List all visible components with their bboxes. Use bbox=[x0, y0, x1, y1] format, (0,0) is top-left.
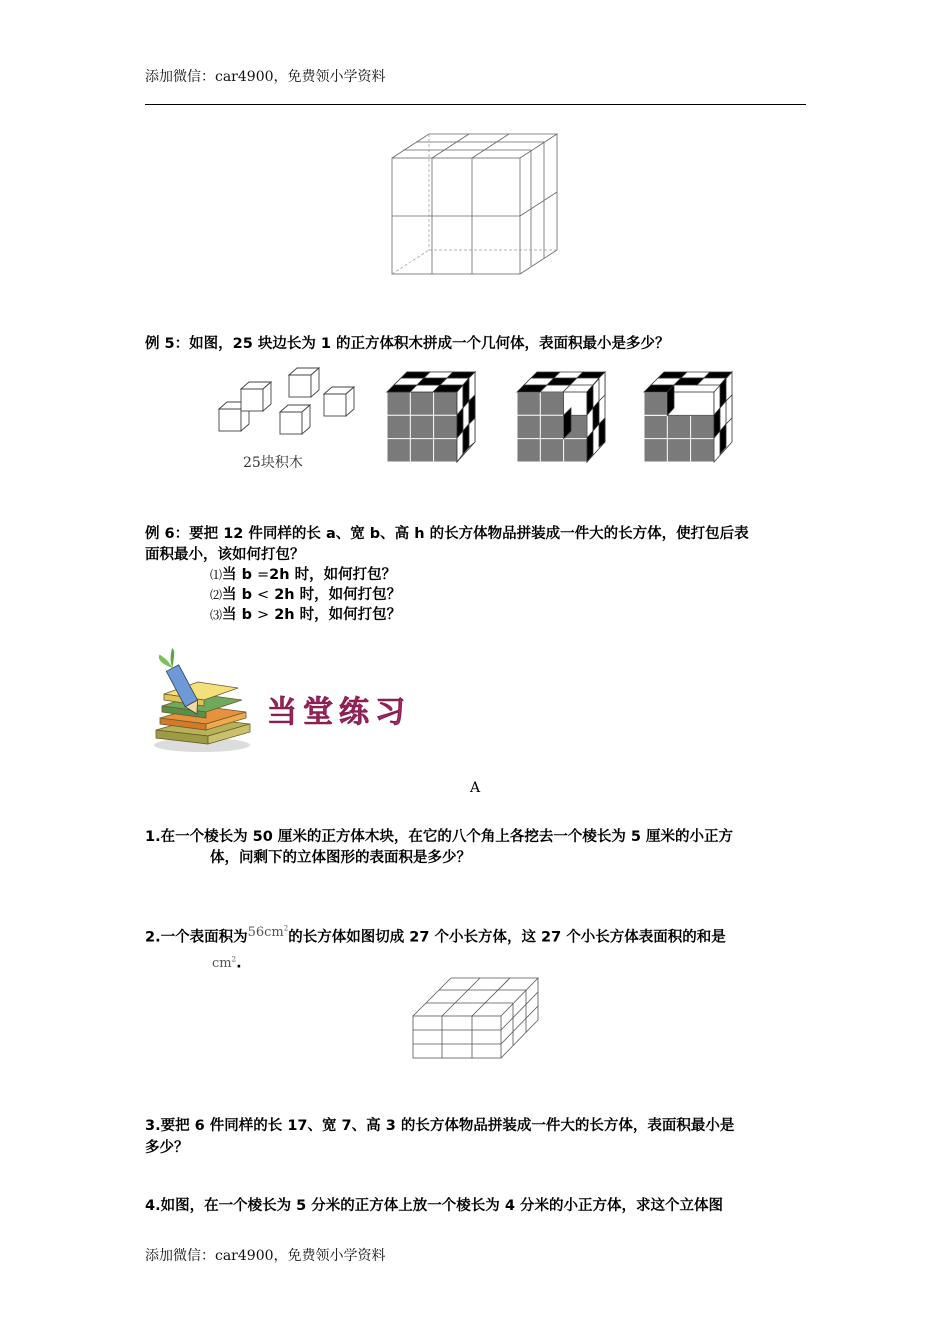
q2-unit-text: cm bbox=[212, 956, 232, 972]
example-5-label: 例 5： bbox=[145, 336, 190, 352]
wireframe-cube-figure bbox=[385, 130, 565, 280]
question-4-line-1: 4.如图，在一个棱长为 5 分米的正方体上放一个棱长为 4 分米的小正方体，求这个立体图 bbox=[145, 1198, 723, 1214]
gray-cube-figure-1 bbox=[385, 370, 475, 465]
q2-unit bbox=[212, 956, 236, 971]
example-6-line-1 bbox=[145, 524, 749, 545]
example-6-line-2: 面积最小，该如何打包？ bbox=[145, 547, 305, 563]
q2-pre-text: 2.一个表面积为 bbox=[145, 929, 248, 946]
case-post: 2h 时，如何打包？ bbox=[269, 607, 402, 623]
practice-banner-title bbox=[265, 688, 410, 732]
case-post: 2h 时，如何打包？ bbox=[269, 567, 397, 583]
blocks-caption: 25块积木 bbox=[243, 455, 303, 471]
case-post: 2h 时，如何打包？ bbox=[269, 587, 402, 603]
example-6-case-3 bbox=[210, 605, 401, 627]
case-pre: 当 b bbox=[222, 607, 257, 623]
example-6-label: 例 6： bbox=[145, 526, 190, 542]
q2-post-text: 的长方体如图切成 27 个小长方体，这 27 个小长方体表面积的和是 bbox=[288, 929, 726, 946]
case-operator: = bbox=[257, 567, 270, 583]
example-6-case-1 bbox=[210, 565, 396, 587]
q2-area-value bbox=[248, 925, 289, 940]
example-6-text-1: 要把 12 件同样的长 a、宽 b、高 h 的长方体物品拼装成一件大的长方体，使打包后表 bbox=[189, 526, 749, 542]
question-1-line-2: 体，问剩下的立体图形的表面积是多少？ bbox=[210, 850, 471, 866]
question-3-line-2: 多少？ bbox=[145, 1140, 189, 1156]
q2-unit-exp: 2 bbox=[231, 956, 237, 964]
case-pre: 当 b bbox=[222, 567, 257, 583]
case-number: ⑵ bbox=[210, 588, 223, 602]
example-5-text: 如图，25 块边长为 1 的正方体积木拼成一个几何体，表面积最小是多少？ bbox=[189, 336, 670, 352]
case-operator: > bbox=[257, 607, 270, 623]
case-pre: 当 b bbox=[222, 587, 257, 603]
books-pencil-icon bbox=[150, 650, 255, 755]
example-6-case-2 bbox=[210, 585, 401, 607]
case-number: ⑴ bbox=[210, 568, 223, 582]
q2-end: . bbox=[236, 955, 242, 972]
question-1-line-1: 1.在一个棱长为 50 厘米的正方体木块，在它的八个角上各挖去一个棱长为 5 厘米的小正方 bbox=[145, 829, 734, 845]
question-2-line-2 bbox=[212, 950, 242, 974]
banner-title-text: 当堂练习 bbox=[267, 695, 411, 730]
example-5-question bbox=[145, 334, 670, 355]
cuboid-figure bbox=[412, 976, 542, 1060]
question-2-line-1 bbox=[145, 924, 726, 948]
section-label: A bbox=[470, 780, 481, 796]
gray-cube-figure-3 bbox=[642, 370, 734, 465]
gray-cube-figure-2 bbox=[515, 370, 607, 465]
q2-area-exp: 2 bbox=[283, 925, 289, 933]
header-rule bbox=[145, 104, 806, 105]
page-footer: 添加微信：car4900，免费领小学资料 bbox=[145, 1248, 386, 1264]
page-header: 添加微信：car4900，免费领小学资料 bbox=[145, 69, 386, 85]
case-operator: < bbox=[257, 587, 270, 603]
q2-area: 56cm bbox=[247, 925, 284, 941]
small-blocks-figure bbox=[215, 365, 355, 440]
case-number: ⑶ bbox=[210, 608, 223, 622]
question-3-line-1: 3.要把 6 件同样的长 17、宽 7、高 3 的长方体物品拼装成一件大的长方体，表面积最小是 bbox=[145, 1118, 735, 1134]
